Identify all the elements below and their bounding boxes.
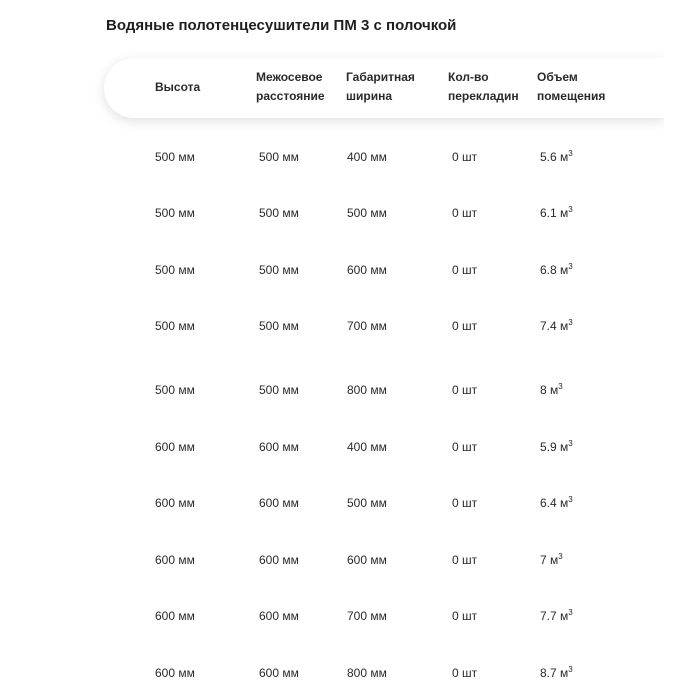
column-header-line: перекладин xyxy=(448,89,519,103)
volume-unit-exponent: 3 xyxy=(568,205,573,214)
column-header-volume xyxy=(537,68,605,106)
cell-width: 500 мм xyxy=(347,206,387,220)
cell-distance: 600 мм xyxy=(259,496,299,510)
column-header-distance xyxy=(256,68,325,106)
volume-value: 7.7 м xyxy=(540,609,569,623)
volume-unit-exponent: 3 xyxy=(568,318,573,327)
table-row xyxy=(0,316,700,336)
cell-height: 500 мм xyxy=(155,206,195,220)
column-header-width xyxy=(346,68,415,106)
cell-width: 600 мм xyxy=(347,553,387,567)
volume-value: 8.7 м xyxy=(540,666,569,680)
cell-width: 700 мм xyxy=(347,609,387,623)
column-header-line: Кол-во xyxy=(448,70,489,84)
column-header-line: Объем xyxy=(537,70,578,84)
cell-height: 600 мм xyxy=(155,496,195,510)
cell-bars: 0 шт xyxy=(452,609,478,623)
cell-height: 600 мм xyxy=(155,609,195,623)
cell-width: 700 мм xyxy=(347,319,387,333)
table-row xyxy=(0,606,700,626)
cell-width: 800 мм xyxy=(347,383,387,397)
cell-volume xyxy=(540,380,563,400)
cell-distance: 600 мм xyxy=(259,609,299,623)
volume-unit-exponent: 3 xyxy=(568,608,573,617)
cell-bars: 0 шт xyxy=(452,496,478,510)
cell-distance: 500 мм xyxy=(259,150,299,164)
cell-distance: 500 мм xyxy=(259,319,299,333)
volume-unit-exponent: 3 xyxy=(568,439,573,448)
cell-bars: 0 шт xyxy=(452,666,478,680)
volume-value: 6.1 м xyxy=(540,206,569,220)
column-header-line: ширина xyxy=(346,89,393,103)
cell-width: 800 мм xyxy=(347,666,387,680)
cell-bars: 0 шт xyxy=(452,206,478,220)
volume-value: 7.4 м xyxy=(540,319,569,333)
cell-height: 500 мм xyxy=(155,150,195,164)
column-header-line: помещения xyxy=(537,89,606,103)
cell-bars: 0 шт xyxy=(452,150,478,164)
cell-bars: 0 шт xyxy=(452,383,478,397)
cell-width: 500 мм xyxy=(347,496,387,510)
column-header-height xyxy=(155,78,200,97)
volume-unit-exponent: 3 xyxy=(568,262,573,271)
cell-volume xyxy=(540,493,573,513)
column-header-bars xyxy=(448,68,519,106)
cell-volume xyxy=(540,316,573,336)
cell-width: 600 мм xyxy=(347,263,387,277)
table-row xyxy=(0,550,700,570)
volume-value: 6.8 м xyxy=(540,263,569,277)
cell-volume xyxy=(540,260,573,280)
cell-height: 500 мм xyxy=(155,319,195,333)
volume-value: 5.6 м xyxy=(540,150,569,164)
volume-unit-exponent: 3 xyxy=(558,552,563,561)
volume-unit-exponent: 3 xyxy=(558,382,563,391)
cell-height: 600 мм xyxy=(155,553,195,567)
volume-unit-exponent: 3 xyxy=(568,495,573,504)
column-header-line: Высота xyxy=(155,80,201,94)
cell-bars: 0 шт xyxy=(452,319,478,333)
volume-value: 5.9 м xyxy=(540,440,569,454)
cell-height: 600 мм xyxy=(155,666,195,680)
page-title: Водяные полотенцесушители ПМ 3 с полочкой xyxy=(106,17,457,34)
column-header-line: Межосевое xyxy=(256,70,323,84)
cell-distance: 600 мм xyxy=(259,440,299,454)
cell-height: 500 мм xyxy=(155,383,195,397)
cell-volume xyxy=(540,147,573,167)
column-header-line: расстояние xyxy=(256,89,325,103)
table-row xyxy=(0,147,700,167)
cell-bars: 0 шт xyxy=(452,263,478,277)
cell-volume xyxy=(540,437,573,457)
volume-unit-exponent: 3 xyxy=(568,149,573,158)
volume-value: 7 м xyxy=(540,553,559,567)
cell-width: 400 мм xyxy=(347,440,387,454)
cell-volume xyxy=(540,606,573,626)
cell-distance: 500 мм xyxy=(259,383,299,397)
column-header-line: Габаритная xyxy=(346,70,415,84)
cell-volume xyxy=(540,203,573,223)
volume-value: 8 м xyxy=(540,383,559,397)
cell-distance: 600 мм xyxy=(259,666,299,680)
table-row xyxy=(0,380,700,400)
cell-volume xyxy=(540,550,563,570)
table-row xyxy=(0,437,700,457)
table-row xyxy=(0,203,700,223)
table-row xyxy=(0,663,700,683)
cell-distance: 600 мм xyxy=(259,553,299,567)
cell-distance: 500 мм xyxy=(259,206,299,220)
cell-width: 400 мм xyxy=(347,150,387,164)
volume-value: 6.4 м xyxy=(540,496,569,510)
cell-height: 600 мм xyxy=(155,440,195,454)
cell-height: 500 мм xyxy=(155,263,195,277)
volume-unit-exponent: 3 xyxy=(568,665,573,674)
cell-distance: 500 мм xyxy=(259,263,299,277)
cell-volume xyxy=(540,663,573,683)
table-row xyxy=(0,260,700,280)
cell-bars: 0 шт xyxy=(452,553,478,567)
cell-bars: 0 шт xyxy=(452,440,478,454)
table-row xyxy=(0,493,700,513)
